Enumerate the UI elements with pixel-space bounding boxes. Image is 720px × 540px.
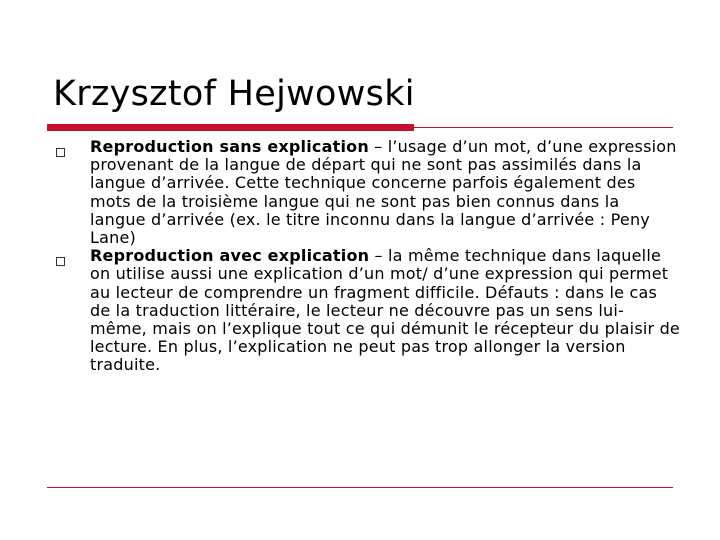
bullet-lead-text: Reproduction sans explication bbox=[90, 137, 369, 156]
hollow-square-bullet-icon bbox=[56, 257, 65, 266]
footer-divider bbox=[47, 487, 673, 488]
hollow-square-bullet-icon bbox=[56, 148, 65, 157]
slide-title: Krzysztof Hejwowski bbox=[53, 74, 415, 114]
bullet-body-text: – la même technique dans laquelle on utilise aussi une explication d’un mot/ d’une expression qui permet au lecteur de comprendre un fragment difficile. Défauts : dans le cas de la traduction littéraire, le lecteur ne découvre pas un sens lui-même, mais on l’explique tout ce qui démunit le récepteur du plaisir de lecture. En plus, l’explication ne peut pas trop allonger la version traduite. bbox=[90, 246, 680, 375]
bullet-list bbox=[60, 138, 680, 375]
title-accent-bar bbox=[47, 124, 414, 131]
bullet-item-reproduction-sans-explication bbox=[60, 138, 680, 247]
bullet-lead-text: Reproduction avec explication bbox=[90, 246, 370, 266]
bullet-body-text: – l’usage d’un mot, d’une expression provenant de la langue de départ qui ne sont pas assimilés dans la langue d’arrivée. Cette technique concerne parfois également des mots de la troisième langue qui ne sont pas bien connus dans la langue d’arrivée (ex. le titre inconnu dans la langue d’arrivée : Peny Lane) bbox=[90, 137, 677, 248]
bullet-item-reproduction-avec-explication bbox=[60, 247, 680, 374]
